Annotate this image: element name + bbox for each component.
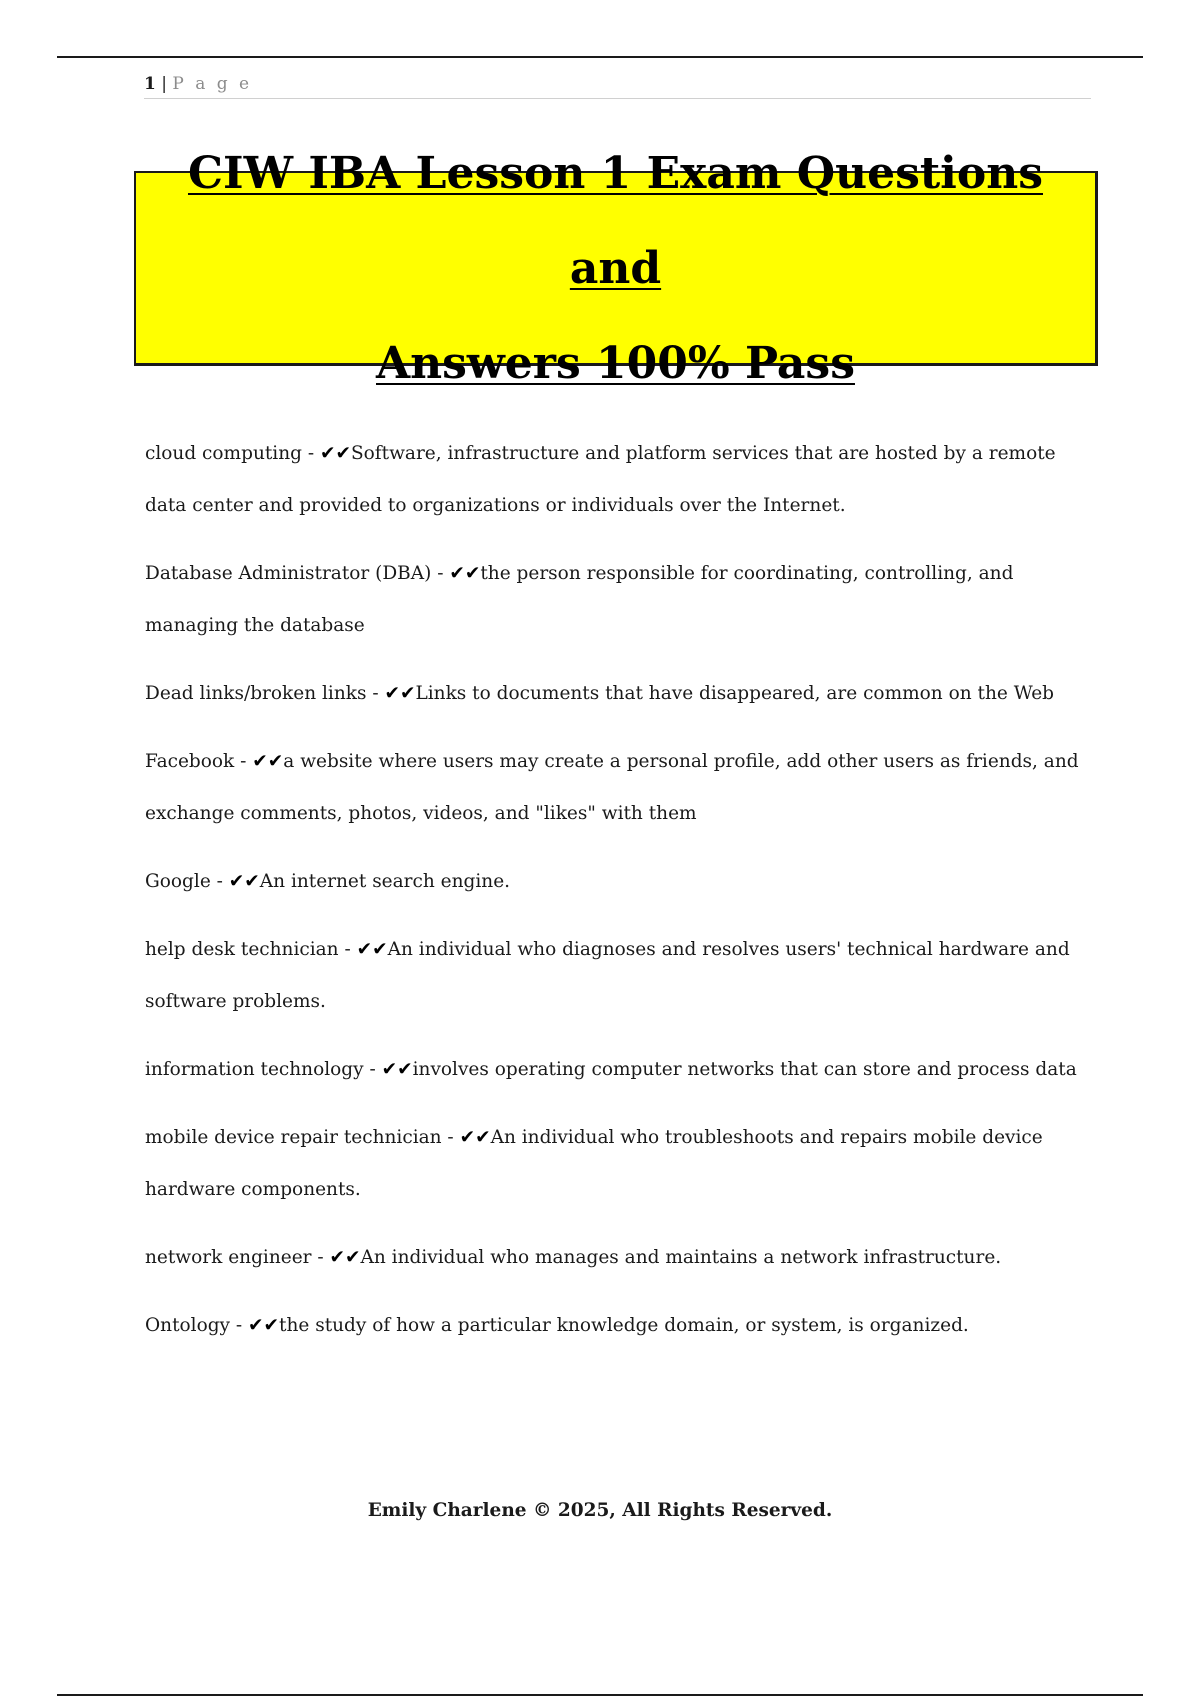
check-icon: ✔✔ <box>252 751 284 772</box>
list-item <box>145 1112 1085 1216</box>
definition: An internet search engine. <box>259 871 511 892</box>
page-header <box>144 72 1091 99</box>
list-item <box>145 668 1085 720</box>
check-icon: ✔✔ <box>449 563 481 584</box>
header-separator: | <box>161 74 167 94</box>
check-icon: ✔✔ <box>329 1247 361 1268</box>
term: Facebook - <box>145 751 253 772</box>
title-line-1: CIW IBA Lesson 1 Exam Questions and <box>187 147 1043 294</box>
list-item <box>145 1300 1085 1352</box>
check-icon: ✔✔ <box>319 443 351 464</box>
flashcard-list <box>145 428 1085 1352</box>
list-item <box>145 856 1085 908</box>
term: cloud computing - <box>145 443 320 464</box>
definition: An individual who manages and maintains a network infrastructure. <box>360 1247 1002 1268</box>
check-icon: ✔✔ <box>381 1059 413 1080</box>
definition: a website where users may create a personal profile, add other users as friends, and exchange comments, photos, videos, and "likes" with them <box>145 751 1079 824</box>
definition: Software, infrastructure and platform services that are hosted by a remote data center and provided to organizations or individuals over the Internet. <box>145 443 1056 516</box>
title-line-2: Answers 100% Pass <box>376 337 855 389</box>
definition: the person responsible for coordinating, controlling, and managing the database <box>145 563 1014 636</box>
term: help desk technician - <box>145 939 357 960</box>
definition: Links to documents that have disappeared, are common on the Web <box>415 683 1054 704</box>
check-icon: ✔✔ <box>228 871 260 892</box>
definition: An individual who diagnoses and resolves users' technical hardware and software problems. <box>145 939 1070 1012</box>
list-item <box>145 1232 1085 1284</box>
definition: involves operating computer networks that can store and process data <box>412 1059 1077 1080</box>
copyright-footer: Emily Charlene © 2025, All Rights Reserved. <box>367 1500 833 1521</box>
list-item <box>145 736 1085 840</box>
bottom-rule <box>57 1694 1143 1696</box>
check-icon: ✔✔ <box>356 939 388 960</box>
top-rule <box>57 56 1143 58</box>
term: mobile device repair technician - <box>145 1127 460 1148</box>
term: Database Administrator (DBA) - <box>145 563 450 584</box>
definition: An individual who troubleshoots and repairs mobile device hardware components. <box>145 1127 1043 1200</box>
list-item <box>145 548 1085 652</box>
list-item <box>145 428 1085 532</box>
list-item <box>145 924 1085 1028</box>
term: Dead links/broken links - <box>145 683 385 704</box>
term: network engineer - <box>145 1247 330 1268</box>
term: Google - <box>145 871 229 892</box>
page-label: P a g e <box>172 74 253 94</box>
term: Ontology - <box>145 1315 249 1336</box>
document-title <box>136 126 1095 411</box>
check-icon: ✔✔ <box>248 1315 280 1336</box>
page-number: 1 <box>144 74 156 94</box>
title-box <box>134 147 1098 389</box>
check-icon: ✔✔ <box>384 683 416 704</box>
check-icon: ✔✔ <box>459 1127 491 1148</box>
list-item <box>145 1044 1085 1096</box>
definition: the study of how a particular knowledge domain, or system, is organized. <box>279 1315 969 1336</box>
term: information technology - <box>145 1059 382 1080</box>
